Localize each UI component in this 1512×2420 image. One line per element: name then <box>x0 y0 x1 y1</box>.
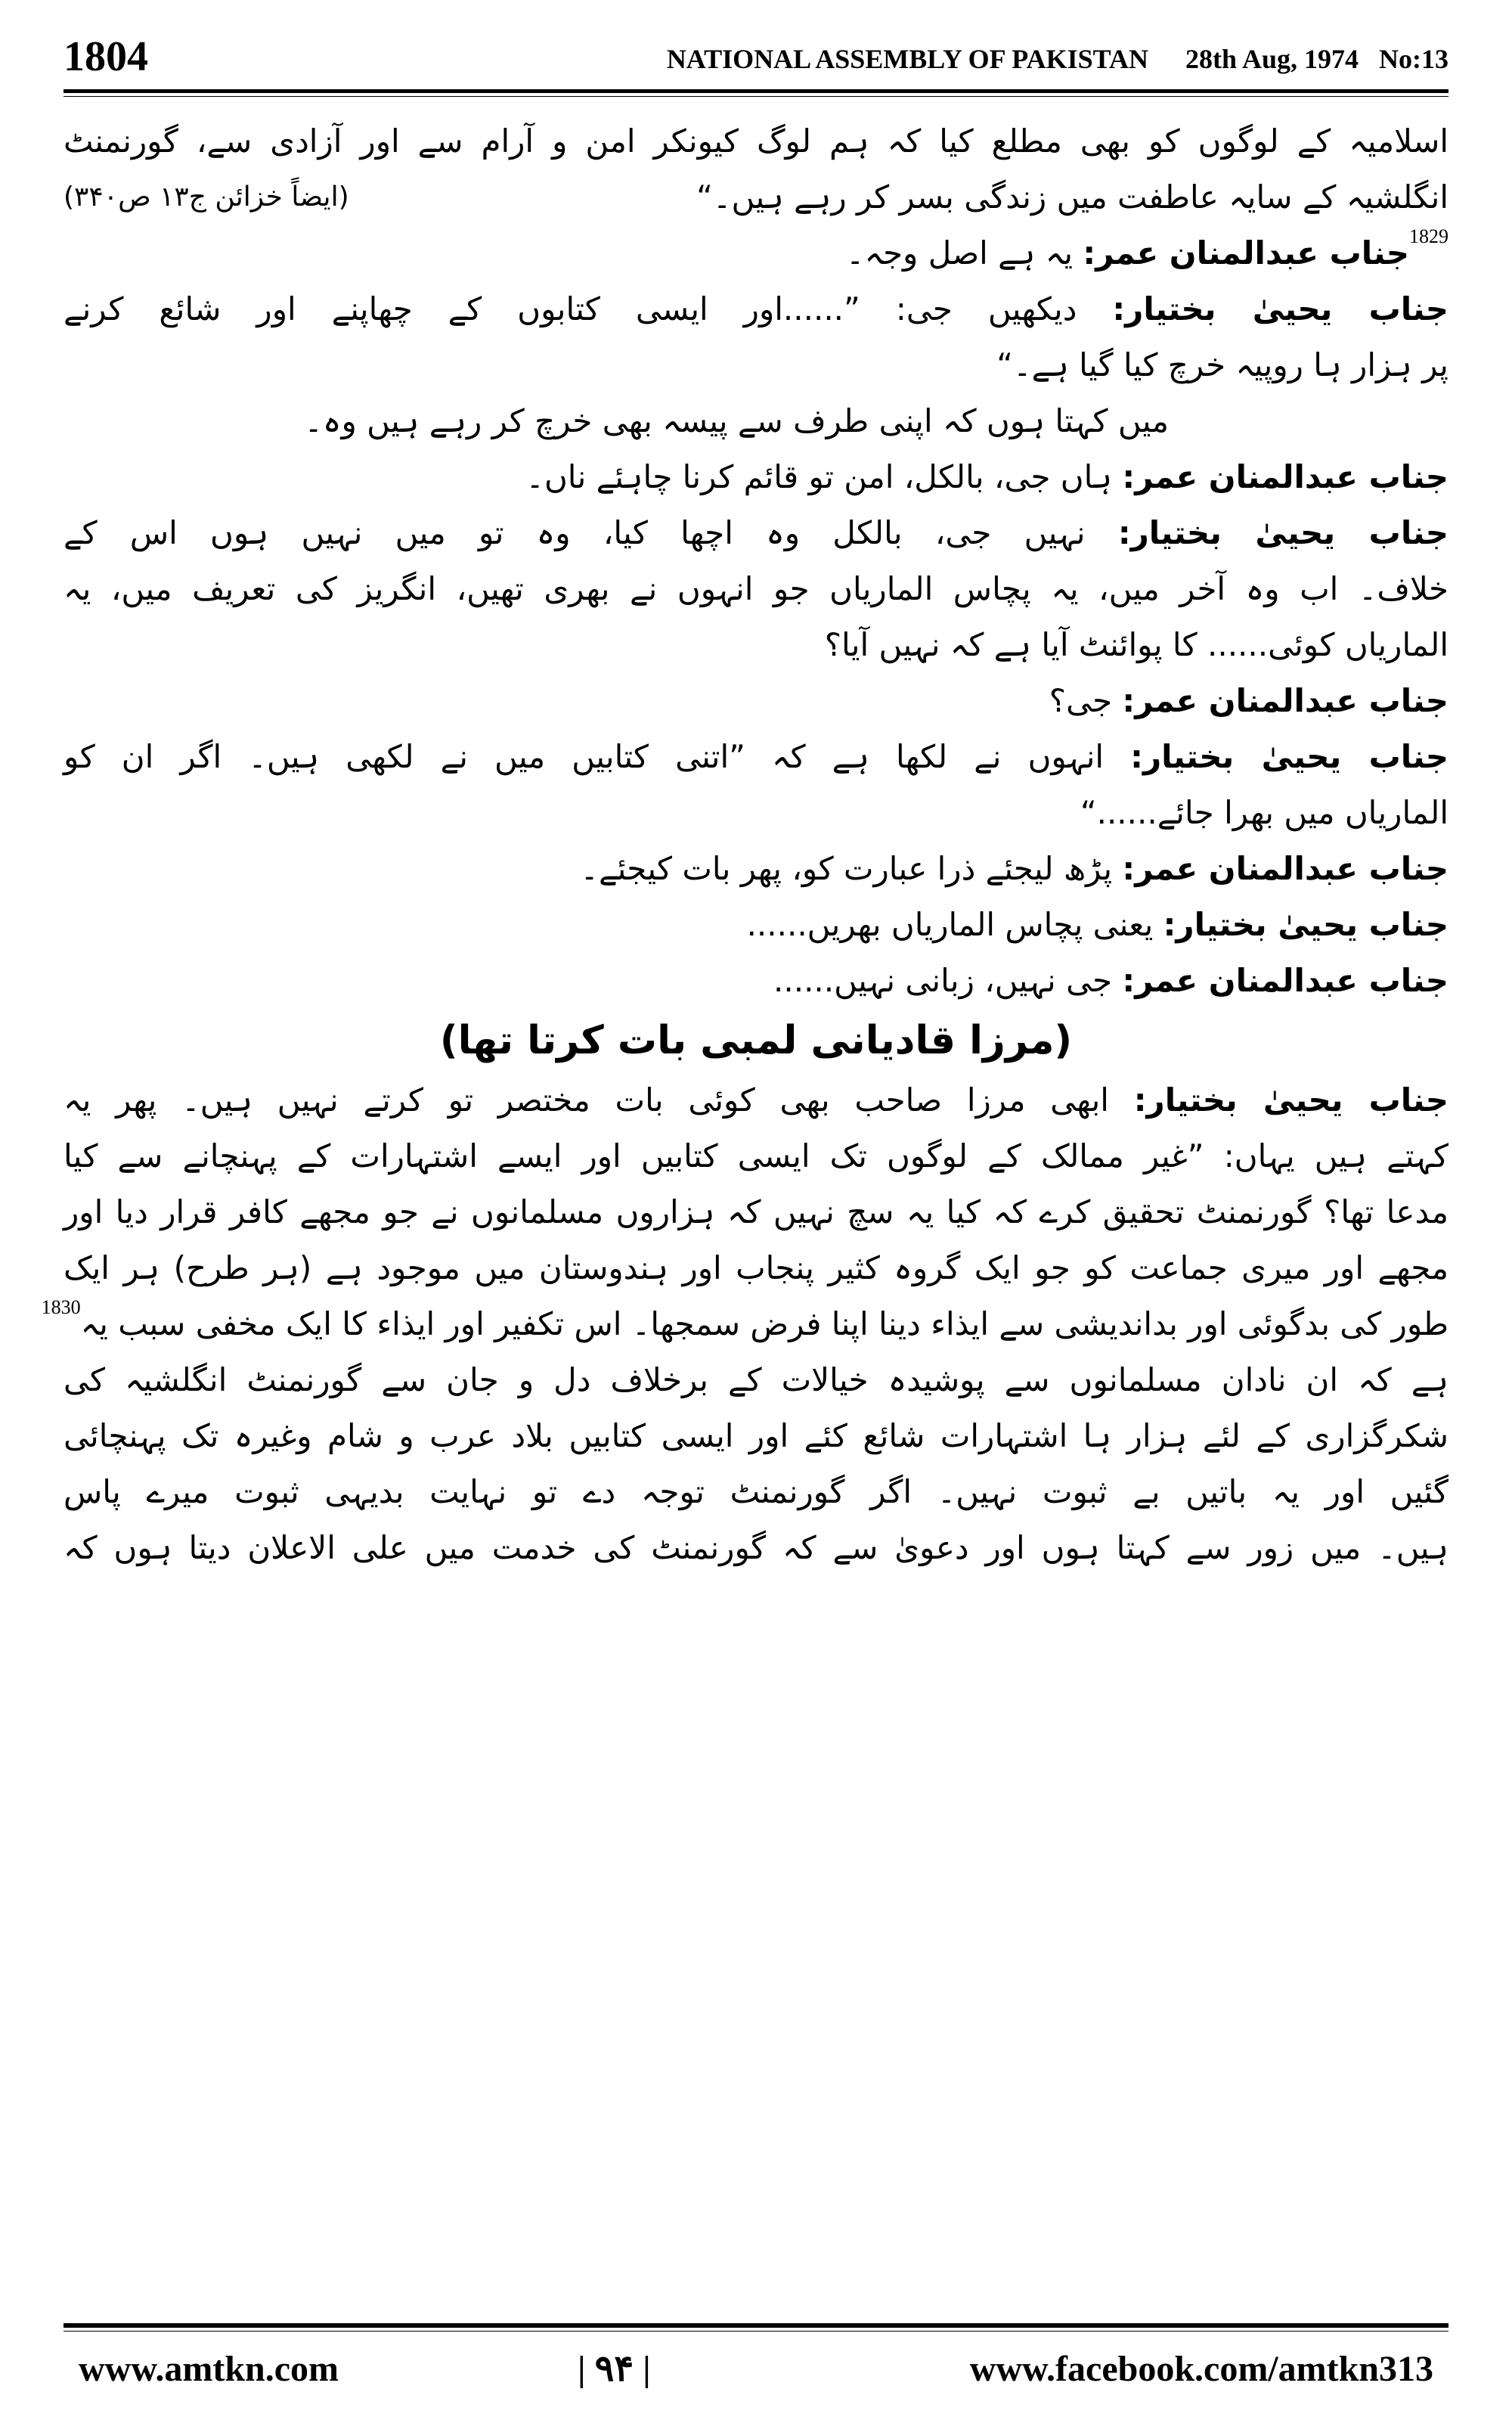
speaker-name: جناب یحییٰ بختیار: <box>1133 1081 1448 1118</box>
page-header <box>64 30 1448 83</box>
line-text: شکرگزاری کے لئے ہزار ہا اشتہارات شائع کئے اور ایسی کتابیں بلاد عرب و شام وغیرہ تک پہنچائی <box>64 1417 1448 1454</box>
line-text: مجھے اور میری جماعت کو جو ایک گروہ کثیر پنجاب اور ہندوستان میں موجود ہے (ہر طرح) ہر ایک <box>64 1249 1448 1286</box>
speaker-name: جناب عبدالمنان عمر: <box>1122 850 1448 887</box>
publication-title: NATIONAL ASSEMBLY OF PAKISTAN <box>666 44 1148 74</box>
line-text: انگلشیہ کے سایہ عاطفت میں زندگی بسر کر رہے ہیں۔“ <box>696 178 1448 216</box>
facebook-link[interactable]: www.facebook.com/amtkn313 <box>969 2349 1433 2389</box>
section-heading: (مرزا قادیانی لمبی بات کرتا تھا) <box>439 1018 1073 1063</box>
session-date: 28th Aug, 1974 <box>1185 44 1359 74</box>
line-text: ابھی مرزا صاحب بھی کوئی بات مختصر تو کرتے نہیں ہیں۔ پھر یہ <box>64 1081 1134 1118</box>
line-text: ہے کہ ان نادان مسلمانوں سے پوشیدہ خیالات کے برخلاف دل و جان سے گورنمنٹ انگلشیہ کی <box>64 1361 1448 1398</box>
line-text: الماریاں کوئی...... کا پوائنٹ آیا ہے کہ نہیں آیا؟ <box>824 626 1448 663</box>
speaker-line <box>64 841 1448 897</box>
speaker-line <box>64 505 1448 561</box>
line-text: میں کہتا ہوں کہ اپنی طرف سے پیسہ بھی خرچ کر رہے ہیں وہ۔ <box>304 402 1169 439</box>
text-line <box>64 169 1448 225</box>
text-line <box>64 561 1448 617</box>
line-text: انہوں نے لکھا ہے کہ ”اتنی کتابیں میں نے لکھی ہیں۔ اگر ان کو <box>64 738 1131 775</box>
speaker-name: جناب عبدالمنان عمر: <box>1122 682 1448 719</box>
text-line <box>64 1128 1448 1184</box>
line-text: طور کی بدگوئی اور بداندیشی سے ایذاء دینا اپنا فرض سمجھا۔ اس تکفیر اور ایذاء کا ایک مخفی سبب یہ <box>80 1305 1448 1342</box>
footnote-marker: 1829 <box>1409 225 1448 247</box>
line-text: جی؟ <box>1049 682 1123 719</box>
line-text: یہ ہے اصل وجہ۔ <box>845 234 1083 271</box>
line-text: یعنی پچاس الماریاں بھریں...... <box>746 906 1163 943</box>
speaker-line <box>64 729 1448 785</box>
line-text: پڑھ لیجئے ذرا عبارت کو، پھر بات کیجئے۔ <box>580 850 1123 887</box>
text-line <box>41 1296 1448 1352</box>
line-text: پر ہزار ہا روپیہ خرچ کیا گیا ہے۔“ <box>996 346 1448 383</box>
text-line <box>64 113 1448 169</box>
speaker-line <box>64 449 1448 505</box>
text-line <box>64 1520 1448 1576</box>
text-line <box>64 337 1448 393</box>
speaker-line <box>64 897 1448 953</box>
page-number: 1804 <box>64 33 148 80</box>
speaker-name: جناب عبدالمنان عمر: <box>1122 458 1448 495</box>
speaker-name: جناب یحییٰ بختیار: <box>1117 514 1449 551</box>
line-text: ہیں۔ میں زور سے کہتا ہوں اور دعویٰ سے کہ گورنمنٹ کی خدمت میں علی الاعلان دیتا ہوں کہ <box>64 1529 1448 1566</box>
speaker-line <box>64 225 1448 281</box>
text-line <box>64 1408 1448 1464</box>
line-text: دیکھیں جی: ”......اور ایسی کتابوں کے چھاپنے اور شائع کرنے <box>64 290 1113 327</box>
transcript-body <box>41 113 1449 1576</box>
speaker-line <box>64 1072 1448 1128</box>
issue-number: No:13 <box>1379 44 1448 74</box>
speaker-line <box>64 673 1448 729</box>
text-line <box>64 1352 1448 1408</box>
text-line <box>64 1464 1448 1520</box>
footnote-marker: 1830 <box>41 1296 81 1318</box>
speaker-name: جناب یحییٰ بختیار: <box>1163 906 1448 943</box>
header-rule <box>64 89 1448 97</box>
line-text: کہتے ہیں یہاں: ”غیر ممالک کے لوگوں تک ایسی کتابیں اور ایسے اشتہارات کے پہنچانے سے کیا <box>64 1137 1448 1174</box>
line-text: الماریاں میں بھرا جائے......“ <box>1080 794 1448 831</box>
speaker-line <box>64 953 1448 1009</box>
speaker-name: جناب عبدالمنان عمر: <box>1083 234 1409 271</box>
website-link[interactable]: www.amtkn.com <box>79 2349 339 2389</box>
line-text: جی نہیں، زبانی نہیں...... <box>773 962 1123 999</box>
page-footer <box>64 2343 1448 2396</box>
running-head <box>637 36 1448 82</box>
line-text: مدعا تھا؟ گورنمنٹ تحقیق کرے کہ کیا یہ سچ نہیں کہ ہزاروں مسلمانوں نے جو مجھے کافر قرار دیا اور <box>64 1193 1448 1230</box>
text-line <box>64 393 1448 449</box>
footer-page-marker: | ۹۴ | <box>578 2349 651 2389</box>
line-text: اسلامیہ کے لوگوں کو بھی مطلع کیا کہ ہم لوگ کیونکر امن و آرام سے اور آزادی سے، گورنمنٹ <box>64 123 1448 160</box>
footer-rule <box>64 2323 1448 2332</box>
speaker-line <box>64 281 1448 337</box>
speaker-name: جناب یحییٰ بختیار: <box>1130 738 1448 775</box>
text-line <box>64 1240 1448 1296</box>
citation-reference: (ایضاً خزائن ج۱۳ ص۳۴۰) <box>64 182 349 213</box>
text-line <box>64 617 1448 673</box>
line-text: نہیں جی، بالکل وہ اچھا کیا، وہ تو میں نہیں ہوں اس کے <box>64 514 1118 551</box>
line-text: خلاف۔ اب وہ آخر میں، یہ پچاس الماریاں جو انہوں نے بھری تھیں، انگریز کی تعریف میں، یہ <box>64 570 1448 607</box>
text-line <box>64 785 1448 841</box>
line-text: گئیں اور یہ باتیں بے ثبوت نہیں۔ اگر گورنمنٹ توجہ دے تو نہایت بدیہی ثبوت میرے پاس <box>64 1473 1448 1510</box>
line-text: ہاں جی، بالکل، امن تو قائم کرنا چاہئے ناں۔ <box>525 458 1123 495</box>
speaker-name: جناب عبدالمنان عمر: <box>1122 962 1448 999</box>
text-line <box>64 1184 1448 1240</box>
speaker-name: جناب یحییٰ بختیار: <box>1112 290 1448 327</box>
